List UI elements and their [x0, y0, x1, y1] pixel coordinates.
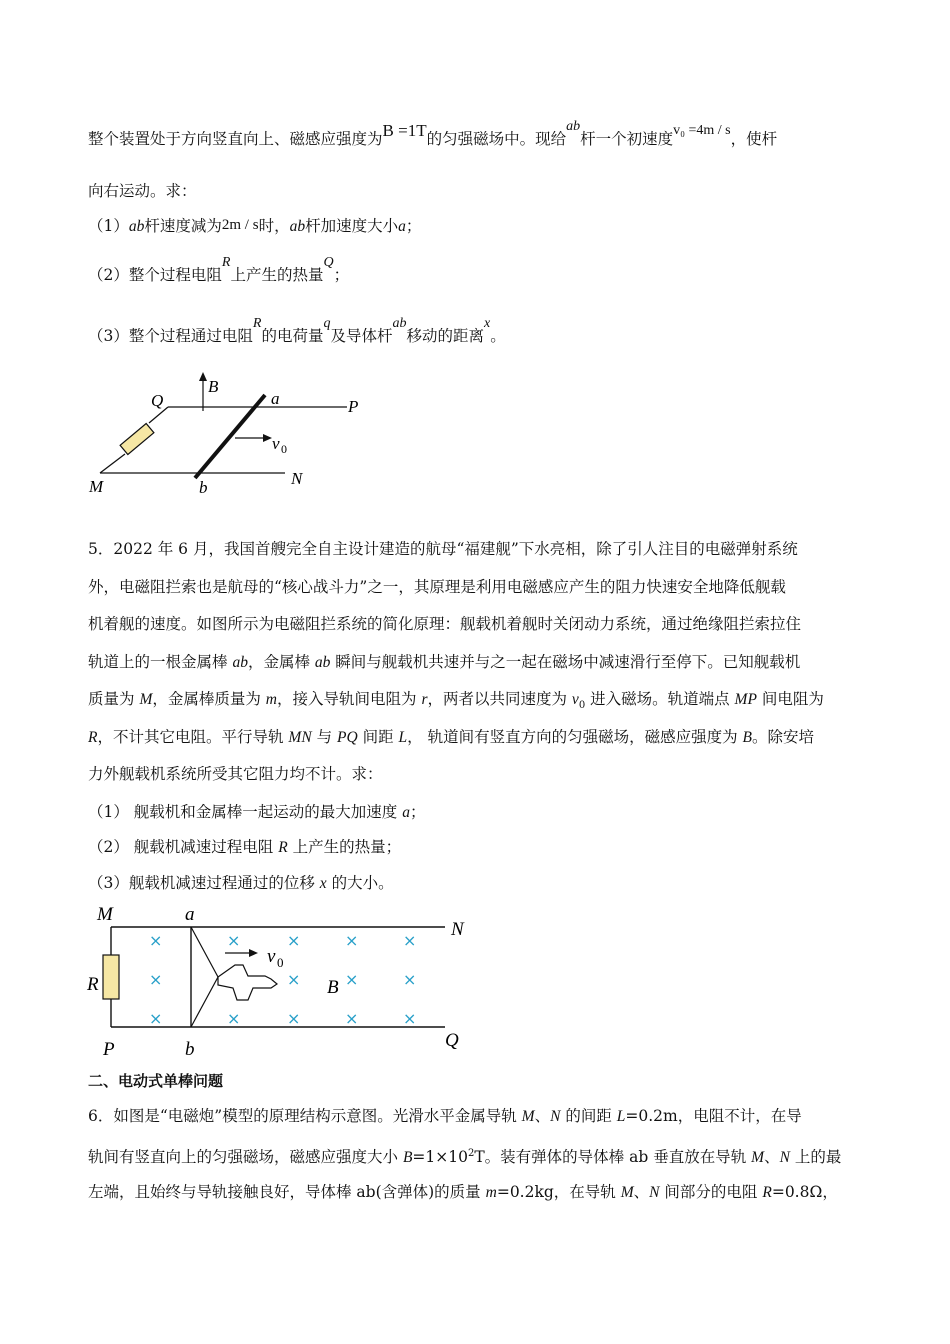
p6-text: 、 — [764, 1148, 780, 1167]
var-M: M — [139, 691, 153, 708]
var-MP: MP — [734, 691, 757, 708]
var-N: N — [649, 1184, 660, 1201]
p6-text: 6．如图是“电磁炮”模型的原理结构示意图。光滑水平金属导轨 — [88, 1107, 522, 1125]
q-text: ； — [405, 217, 422, 235]
label-a: a — [271, 389, 280, 408]
eq-v0: v₀ =4m / s — [673, 123, 731, 138]
p6-text: 轨间有竖直向上的匀强磁场，磁感应强度大小 — [88, 1148, 403, 1167]
p5-text: 轨道上的一根金属棒 — [88, 653, 233, 671]
p6-text: 左端，且始终与导轨接触良好，导体棒 ab(含弹体)的质量 — [88, 1183, 486, 1201]
var-ab: ab — [289, 218, 306, 235]
cross: × — [149, 1009, 163, 1028]
var-x: x — [319, 875, 327, 892]
cross: × — [227, 1009, 241, 1028]
p5-line3: 机着舰的速度。如图所示为电磁阻拦系统的简化原理：舰载机着舰时关闭动力系统，通过绝缘阻拦索拉住 — [88, 615, 802, 633]
label-Q: Q — [151, 391, 164, 410]
var-PQ: PQ — [337, 729, 358, 746]
var-R: R — [88, 729, 98, 746]
p6-text: =0.2kg，在导轨 — [496, 1183, 621, 1201]
var-M: M — [751, 1149, 765, 1167]
var-M: M — [521, 1108, 535, 1125]
q-text: （2）整个过程电阻 — [88, 266, 222, 284]
var-m: m — [485, 1184, 497, 1201]
var-B: B — [742, 729, 752, 746]
var-a: a — [398, 218, 406, 235]
label-a: a — [185, 904, 195, 925]
q-text: （1） 舰载机和金属棒一起运动的最大加速度 — [88, 803, 403, 821]
var-m: m — [265, 691, 277, 708]
p6-text: 、 — [633, 1183, 650, 1201]
label-B: B — [327, 977, 339, 998]
p5-line5 — [88, 688, 824, 717]
q-text: 杆加速度大小 — [305, 217, 399, 235]
cross: × — [403, 931, 417, 950]
p4-q2 — [88, 255, 350, 288]
var-q: q — [323, 316, 331, 331]
q-num: （1） — [88, 217, 129, 235]
p5-text: 与 — [311, 728, 338, 746]
p5-text: 进入磁场。轨道端点 — [585, 690, 735, 708]
q-text: 的电荷量 — [261, 327, 324, 345]
q-text: （2） 舰载机减速过程电阻 — [88, 838, 279, 856]
p5-q1 — [88, 801, 425, 824]
p4-line1 — [88, 119, 778, 152]
eq-B: B =1T — [382, 121, 427, 140]
var-ab: ab — [232, 654, 248, 671]
cross: × — [149, 931, 163, 950]
cross: × — [287, 970, 301, 989]
q-text: 上产生的热量 — [230, 266, 324, 284]
p5-text: 间距 — [357, 728, 399, 746]
cross: × — [287, 931, 301, 950]
cross: × — [345, 931, 359, 950]
p5-line7: 力外舰载机系统所受其它阻力均不计。求： — [88, 765, 383, 783]
q-text: 时， — [258, 217, 290, 235]
q-text: 移动的距离 — [406, 327, 484, 345]
p4-text: 的匀强磁场中。现给 — [426, 130, 567, 148]
p5-q2 — [88, 836, 401, 859]
figure-arresting-system — [85, 900, 480, 1062]
var-R: R — [221, 255, 231, 270]
label-v0-sub: 0 — [281, 442, 287, 456]
p5-text: ， 轨道间有竖直方向的匀强磁场，磁感应强度为 — [407, 728, 743, 746]
var-N: N — [550, 1108, 561, 1125]
section-heading: 二、电动式单棒问题 — [88, 1072, 224, 1090]
p6-line1 — [88, 1105, 802, 1128]
p5-text: 瞬间与舰载机共速并与之一起在磁场中减速滑行至停下。已知舰载机 — [330, 653, 801, 671]
q-text: 。 — [490, 327, 506, 345]
label-v0: v — [267, 946, 276, 967]
p4-line2: 向右运动。求： — [88, 182, 197, 200]
cross: × — [287, 1009, 301, 1028]
label-B: B — [208, 377, 219, 396]
p6-text: 、 — [534, 1107, 551, 1125]
var-r: r — [421, 691, 428, 708]
label-N: N — [291, 469, 303, 488]
q-text: 的大小。 — [326, 874, 394, 892]
cross: × — [345, 970, 359, 989]
var-R: R — [762, 1184, 772, 1201]
p5-text: ，金属棒质量为 — [152, 690, 266, 708]
var-B: B — [402, 1149, 413, 1167]
cross: × — [403, 1009, 417, 1028]
q-text: 杆速度减为 — [144, 217, 222, 235]
p6-line2 — [88, 1143, 841, 1169]
cross: × — [345, 1009, 359, 1028]
q-text: （3）舰载机减速过程通过的位移 — [88, 874, 320, 892]
p5-line1: 5．2022 年 6 月，我国首艘完全自主设计建造的航母“福建舰”下水亮相，除了引人注目的电磁弹射系统 — [88, 540, 798, 558]
subscript-0: 0 — [578, 700, 586, 712]
var-Q: Q — [323, 255, 334, 270]
q-text: （3）整个过程通过电阻 — [88, 327, 253, 345]
p6-text: =1×10 — [412, 1148, 468, 1167]
label-M: M — [89, 477, 104, 496]
figure-rail-circuit-1 — [85, 368, 375, 498]
var-R: R — [278, 839, 288, 856]
p5-text: 间电阻为 — [756, 690, 824, 708]
var-L: L — [616, 1108, 626, 1125]
label-P: P — [348, 397, 359, 416]
label-R: R — [87, 974, 99, 995]
p5-text: ，金属棒 — [247, 653, 315, 671]
p5-line4 — [88, 651, 800, 674]
var-v0: v — [571, 691, 579, 708]
p6-text: 间部分的电阻 — [659, 1183, 763, 1201]
q-text: ； — [333, 266, 350, 284]
magnetic-field-crosses — [149, 931, 416, 1028]
label-b: b — [199, 478, 208, 497]
p6-text: 的间距 — [560, 1107, 617, 1125]
p5-text: ，两者以共同速度为 — [427, 690, 572, 708]
cross: × — [149, 970, 163, 989]
var-L: L — [398, 729, 408, 746]
label-Q: Q — [445, 1030, 459, 1051]
var-x: x — [483, 316, 491, 331]
p6-text: 上的最 — [789, 1148, 842, 1167]
var-MN: MN — [288, 729, 312, 746]
var-R: R — [252, 316, 262, 331]
q-text: 及导体杆 — [330, 327, 393, 345]
exponent: 2 — [467, 1148, 475, 1159]
p5-q3 — [88, 872, 394, 895]
q-text: 上产生的热量； — [287, 838, 402, 856]
var-ab: ab — [392, 316, 407, 331]
p4-q3 — [88, 316, 506, 349]
p5-text: 质量为 — [88, 690, 140, 708]
p4-text: 杆一个初速度 — [580, 130, 674, 148]
p6-text: =0.8Ω， — [771, 1183, 838, 1201]
p6-text: T。装有弹体的导体棒 ab 垂直放在导轨 — [474, 1148, 752, 1167]
p4-text: 整个装置处于方向竖直向上、磁感应强度为 — [88, 130, 383, 148]
cross: × — [403, 970, 417, 989]
p5-text: 。除安培 — [752, 728, 815, 746]
var-ab: ab — [128, 218, 145, 235]
p4-q1 — [88, 215, 421, 238]
p5-line6 — [88, 726, 814, 749]
p6-text: =0.2m，电阻不计，在导 — [625, 1107, 802, 1125]
p5-text: ，不计其它电阻。平行导轨 — [97, 728, 289, 746]
p6-line3 — [88, 1181, 838, 1204]
speed-value: 2m / s — [221, 217, 259, 233]
cross: × — [227, 931, 241, 950]
var-N: N — [779, 1149, 790, 1167]
p4-text: ，使杆 — [730, 130, 778, 148]
var-M: M — [620, 1184, 634, 1201]
var-ab: ab — [314, 654, 331, 671]
p5-line2: 外，电磁阻拦索也是航母的“核心战斗力”之一，其原理是利用电磁感应产生的阻力快速安全地降低舰载 — [88, 578, 786, 596]
label-b: b — [185, 1039, 195, 1060]
label-v0: v — [272, 434, 280, 453]
label-N: N — [451, 919, 464, 940]
q-text: ； — [409, 803, 426, 821]
var-ab: ab — [566, 119, 581, 134]
var-a: a — [402, 804, 410, 821]
label-M: M — [97, 904, 113, 925]
label-v0-sub: 0 — [277, 955, 284, 970]
label-P: P — [103, 1039, 115, 1060]
p5-text: ，接入导轨间电阻为 — [277, 690, 422, 708]
